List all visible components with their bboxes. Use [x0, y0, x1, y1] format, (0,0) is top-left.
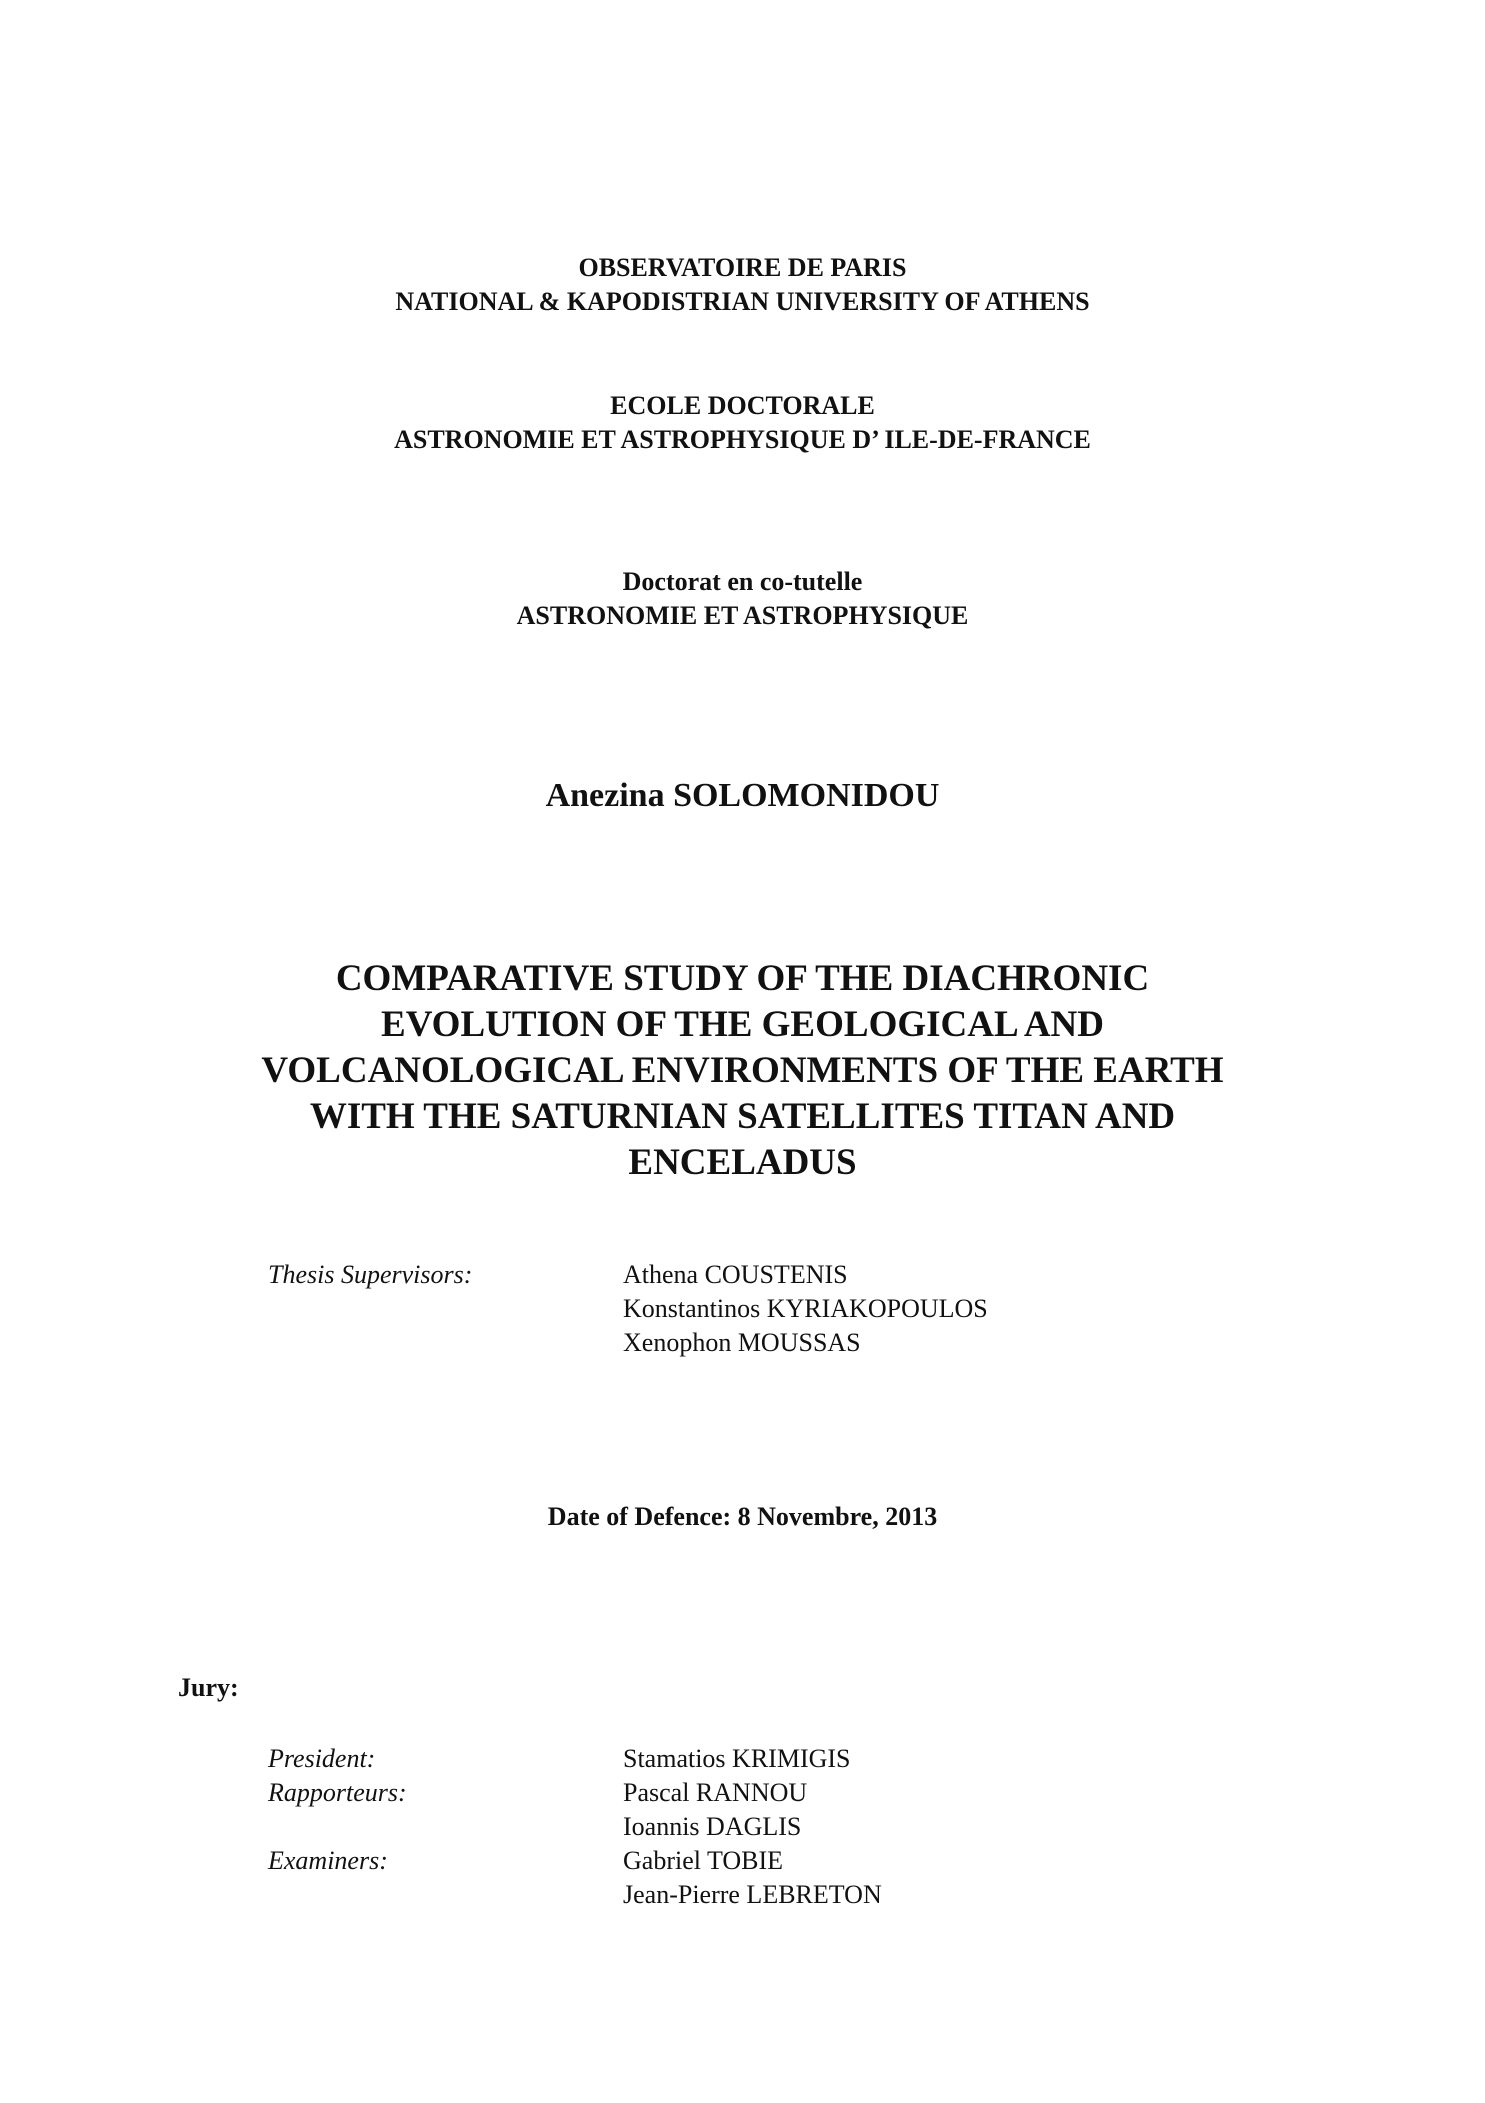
doctorate-line-1: Doctorat en co-tutelle: [622, 567, 863, 596]
supervisor-name: Konstantinos KYRIAKOPOULOS: [623, 1294, 988, 1323]
examiner-name: Jean-Pierre LEBRETON: [623, 1880, 882, 1909]
thesis-title-line: VOLCANOLOGICAL ENVIRONMENTS OF THE EARTH: [261, 1050, 1224, 1091]
rapporteur-name: Ioannis DAGLIS: [623, 1812, 802, 1841]
thesis-title-line: COMPARATIVE STUDY OF THE DIACHRONIC: [335, 958, 1150, 999]
president-label: President:: [268, 1744, 376, 1773]
institution-line-1: OBSERVATOIRE DE PARIS: [578, 253, 907, 282]
jury-heading: Jury:: [178, 1673, 239, 1702]
supervisor-name: Athena COUSTENIS: [623, 1260, 848, 1289]
examiner-name: Gabriel TOBIE: [623, 1846, 784, 1875]
examiners-label: Examiners:: [268, 1846, 388, 1875]
doctorate-line-2: ASTRONOMIE ET ASTROPHYSIQUE: [516, 601, 969, 630]
thesis-title-line: WITH THE SATURNIAN SATELLITES TITAN AND: [309, 1096, 1176, 1137]
thesis-title-line: EVOLUTION OF THE GEOLOGICAL AND: [381, 1004, 1104, 1045]
supervisor-name: Xenophon MOUSSAS: [623, 1328, 861, 1357]
supervisors-label: Thesis Supervisors:: [268, 1260, 473, 1289]
author-name: Anezina SOLOMONIDOU: [545, 777, 940, 814]
institution-line-2: NATIONAL & KAPODISTRIAN UNIVERSITY OF ATHENS: [395, 287, 1090, 316]
school-line-1: ECOLE DOCTORALE: [610, 391, 875, 420]
thesis-title: [140, 956, 1345, 1186]
thesis-title-line: ENCELADUS: [628, 1142, 857, 1183]
rapporteur-name: Pascal RANNOU: [623, 1778, 808, 1807]
rapporteurs-label: Rapporteurs:: [268, 1778, 407, 1807]
school-line-2: ASTRONOMIE ET ASTROPHYSIQUE D’ ILE-DE-FRANCE: [394, 425, 1091, 454]
president-name: Stamatios KRIMIGIS: [623, 1744, 851, 1773]
defence-date: Date of Defence: 8 Novembre, 2013: [547, 1502, 938, 1531]
